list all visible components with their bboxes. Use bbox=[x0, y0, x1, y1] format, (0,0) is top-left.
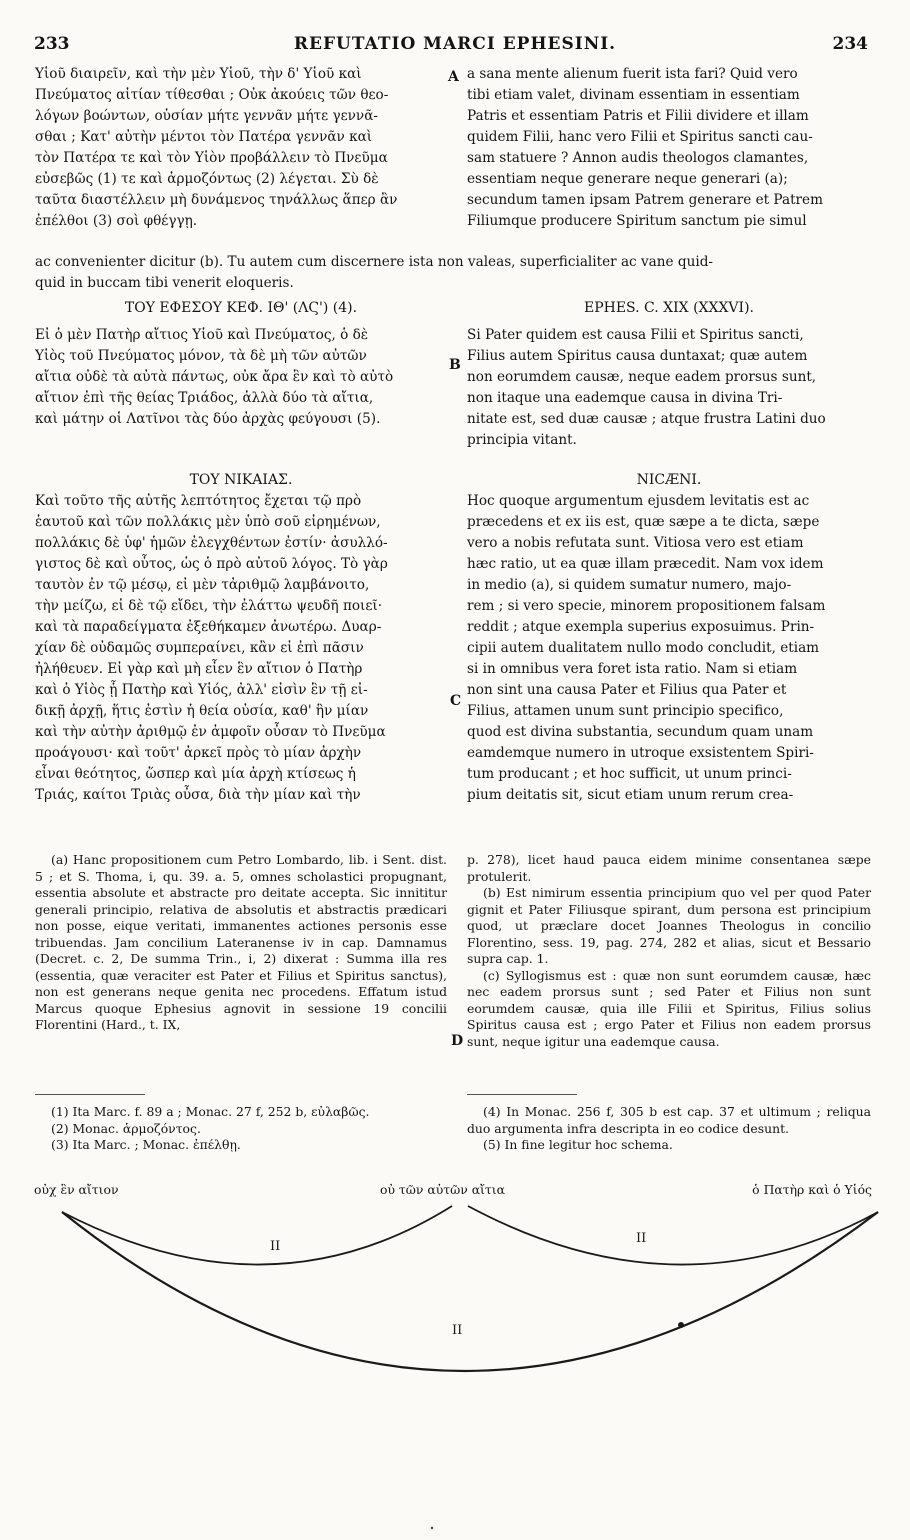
greek-line: Υἱοῦ διαιρεῖν, καὶ τὴν μὲν Υἱοῦ, τὴν δ' Υἱοῦ καὶ bbox=[35, 66, 362, 82]
syllogism-scheme-diagram bbox=[0, 1200, 910, 1540]
greek-line: ἑαυτοῦ καὶ τῶν πολλάκις μὲν ὑπὸ σοῦ εἰρημένων, bbox=[35, 514, 381, 530]
latin-line: tibi etiam valet, divinam essentiam in essentiam bbox=[467, 87, 800, 103]
greek-line: καὶ τὰ παραδείγματα ἐξεθήκαμεν ἀνωτέρω. Δυαρ- bbox=[35, 619, 382, 635]
ephesus-latin bbox=[467, 298, 871, 451]
footnote-rule-right bbox=[467, 1094, 577, 1095]
greek-line: γιστος δὲ καὶ οὗτος, ὡς ὁ πρὸ αὐτοῦ λόγος. Τὸ γὰρ bbox=[35, 556, 388, 572]
scheme-outer-arc bbox=[62, 1212, 878, 1371]
notes-left bbox=[35, 852, 447, 1034]
latin-line: Patris et essentiam Patris et Filii dividere et illam bbox=[467, 108, 809, 124]
nicaea-latin bbox=[467, 470, 871, 806]
scheme-dot bbox=[678, 1322, 684, 1328]
scheme-dot-small bbox=[431, 1527, 433, 1529]
greek-line: τὴν μείζω, εἰ δὲ τῷ εἴδει, τὴν ἐλάττω ψευδῆ ποιεῖ· bbox=[35, 598, 383, 614]
margin-mark-b: B bbox=[449, 357, 461, 373]
footnote-rule-left bbox=[35, 1094, 145, 1095]
note-a: (a) Hanc propositionem cum Petro Lombardo, lib. i Sent. dist. 5 ; et S. Thoma, i, qu. 39. a. 5, omnes scholastici propugnant, essentia absolute et abstracte pro deitate accepta. Sic innititur generali principio, relativa de absolutis et abstractis prædicari non posse, eique veritati, immanentes actiones personis esse tribuendas. Jam concilium Lateranense iv in cap. Damnamus (Decret. c. 2, De summa Trin., i, 2) dixerat : Summa illa res (essentia, quæ veraciter est Pater et Filius et Spiritus sanctus), non est generans neque genita nec procedens. Effatum istud Marcus quoque Ephesius agnovit in sessione 19 concilii Florentini (Hard., t. IX, bbox=[35, 852, 447, 1032]
margin-mark-c: C bbox=[450, 693, 462, 709]
nicaea-greek bbox=[35, 470, 447, 806]
greek-line: προάγουσι· καὶ τοῦτ' ἀρκεῖ πρὸς τὸ μίαν ἀρχὴν bbox=[35, 745, 362, 761]
greek-line: χίαν δὲ οὐδαμῶς συμπεραίνει, κἂν εἰ ἐπὶ πᾶσιν bbox=[35, 640, 364, 656]
scheme-label-center: οὐ τῶν αὐτῶν αἴτια bbox=[380, 1182, 505, 1197]
note-c: (c) Syllogismus est : quæ non sunt eorumdem causæ, hæc nec eadem prorsus sunt ; sed Pater et Filius non sunt eorumdem causæ, quia ille Filii et Spiritus, Filius solius Spiritus causa est ; ergo Pater et Filius non eadem prorsus sunt, neque igitur una eademque causa. bbox=[467, 967, 871, 1049]
variants-left bbox=[35, 1104, 447, 1154]
latin-line: non sint una causa Pater et Filius qua Pater et bbox=[467, 682, 787, 698]
ephesus-greek bbox=[35, 298, 447, 430]
scheme-mark-left: II bbox=[270, 1239, 281, 1254]
variants-right bbox=[467, 1104, 871, 1154]
note-b: (b) Est nimirum essentia principium quo vel per quod Pater gignit et Pater Filiusque spirant, dum persona est principium quod, ut præclare docet Joannes Theologus in concilio Florentino, sess. 19, pag. 274, 282 et alias, sicut et Bessario supra cap. 1. bbox=[467, 885, 871, 966]
variant-note: (2) Monac. ἁρμοζόντος. bbox=[51, 1120, 201, 1136]
latin-line: quidem Filii, hanc vero Filii et Spiritus sancti cau- bbox=[467, 129, 813, 145]
section-title-greek: ΤΟΥ ΝΙΚΑΙΑΣ. bbox=[189, 472, 293, 488]
greek-line: σθαι ; Κατ' αὐτὴν μέντοι τὸν Πατέρα γεννᾶν καὶ bbox=[35, 129, 373, 145]
variant-note: (3) Ita Marc. ; Monac. ἐπέλθῃ. bbox=[51, 1137, 241, 1152]
greek-line: Εἰ ὁ μὲν Πατὴρ αἴτιος Υἱοῦ καὶ Πνεύματος, ὁ δὲ bbox=[35, 327, 369, 343]
latin-line: Filius autem Spiritus causa duntaxat; quæ autem bbox=[467, 348, 808, 364]
greek-line: εὐσεβῶς (1) τε καὶ ἁρμοζόντως (2) λέγεται. Σὺ δὲ bbox=[35, 171, 379, 187]
page-number-left: 233 bbox=[34, 34, 70, 54]
latin-line: in medio (a), si quidem sumatur numero, majo- bbox=[467, 577, 792, 593]
greek-line: καὶ ὁ Υἱὸς ᾗ Πατὴρ καὶ Υἱός, ἀλλ' εἰσὶν ἓν τῇ εἰ- bbox=[35, 682, 368, 698]
latin-line: præcedens et ex iis est, quæ sæpe a te dicta, sæpe bbox=[467, 514, 820, 530]
greek-line: Υἱὸς τοῦ Πνεύματος μόνον, τὰ δὲ μὴ τῶν αὐτῶν bbox=[35, 348, 367, 364]
scheme-label-right: ὁ Πατὴρ καὶ ὁ Υἱός bbox=[752, 1182, 872, 1197]
latin-line: pium deitatis sit, sicut etiam unum rerum crea- bbox=[467, 787, 794, 803]
section-title-latin: EPHES. C. XIX (XXXVI). bbox=[583, 300, 754, 316]
latin-line: nitate est, sed duæ causæ ; atque frustra Latini duo bbox=[467, 411, 826, 427]
latin-line: Filius, attamen unum sunt principio specifico, bbox=[467, 703, 784, 719]
section-title-greek: ΤΟΥ ΕΦΕΣΟΥ ΚΕΦ. ΙΘ' (ΛϚ') (4). bbox=[124, 300, 358, 316]
greek-line: αἴτια οὐδὲ τὰ αὐτὰ πάντως, οὐκ ἄρα ἓν καὶ τὸ αὐτὸ bbox=[35, 369, 394, 385]
greek-line: λόγων βοώντων, οὐσίαν μήτε γεννᾶν μήτε γεννᾶ- bbox=[35, 108, 378, 124]
greek-line: αἴτιον ἐπὶ τῆς θείας Τριάδος, ἀλλὰ δύο τὰ αἴτια, bbox=[35, 390, 374, 406]
greek-line: δικῇ ἀρχῇ, ἥτις ἐστὶν ἡ θεία οὐσία, καθ' ἣν μίαν bbox=[35, 703, 369, 719]
latin-line: Hoc quoque argumentum ejusdem levitatis est ac bbox=[467, 493, 810, 509]
latin-line: a sana mente alienum fuerit ista fari? Quid vero bbox=[467, 66, 798, 82]
latin-line: eamdemque numero in utroque exsistentem Spiri- bbox=[467, 745, 814, 761]
running-title: REFUTATIO MARCI EPHESINI. bbox=[293, 34, 617, 54]
opening-latin bbox=[467, 64, 871, 232]
greek-line: Καὶ τοῦτο τῆς αὐτῆς λεπτότητος ἔχεται τῷ πρὸ bbox=[35, 493, 362, 509]
greek-line: καὶ τὴν αὐτὴν ἀριθμῷ ἐν ἀμφοῖν οὖσαν τὸ Πνεῦμα bbox=[35, 724, 386, 740]
section-title-latin: NICÆNI. bbox=[636, 472, 702, 488]
greek-line: ταυτὸν ἐν τῷ μέσῳ, εἰ μὲν τἀριθμῷ λαμβάνοιτο, bbox=[35, 577, 370, 593]
latin-line: Filiumque producere Spiritum sanctum pie simul bbox=[467, 213, 807, 229]
full-width-line: quid in buccam tibi venerit eloqueris. bbox=[35, 275, 294, 291]
variant-note: (5) In fine legitur hoc schema. bbox=[483, 1137, 673, 1152]
latin-line: sam statuere ? Annon audis theologos clamantes, bbox=[467, 150, 809, 166]
greek-line: πολλάκις δὲ ὑφ' ἡμῶν ἐλεγχθέντων ἐστίν· ἀσυλλό- bbox=[35, 535, 388, 551]
scheme-mark-right: II bbox=[636, 1231, 647, 1246]
margin-mark-a: A bbox=[448, 69, 459, 85]
latin-line: rem ; si vero specie, minorem propositionem falsam bbox=[467, 598, 826, 614]
latin-line: Si Pater quidem est causa Filii et Spiritus sancti, bbox=[467, 327, 804, 343]
latin-line: non eorumdem causæ, neque eadem prorsus sunt, bbox=[467, 369, 817, 385]
latin-line: reddit ; atque exempla superius exposuimus. Prin- bbox=[467, 619, 815, 635]
full-width-line: ac convenienter dicitur (b). Tu autem cum discernere ista non valeas, superficialiter ac vane quid- bbox=[35, 254, 713, 270]
variant-note: (4) In Monac. 256 f, 305 b est cap. 37 et ultimum ; reliqua duo argumenta infra descripta in eo codice desunt. bbox=[467, 1104, 871, 1136]
latin-line: si in omnibus vera foret ista ratio. Nam si etiam bbox=[467, 661, 798, 677]
greek-line: τὸν Πατέρα τε καὶ τὸν Υἱὸν προβάλλειν τὸ Πνεῦμα bbox=[35, 150, 388, 166]
latin-line: secundum tamen ipsam Patrem generare et Patrem bbox=[467, 192, 823, 208]
page-number-right: 234 bbox=[832, 34, 868, 54]
latin-line: essentiam neque generare neque generari (a); bbox=[467, 171, 788, 187]
margin-mark-d: D bbox=[451, 1033, 464, 1049]
latin-line: hæc ratio, ut ea quæ illam præcedit. Nam vox idem bbox=[467, 556, 824, 572]
latin-line: tum producant ; et hoc sufficit, ut unum princi- bbox=[467, 766, 792, 782]
greek-line: ἠλήθευεν. Εἰ γὰρ καὶ μὴ εἶεν ἓν αἴτιον ὁ Πατὴρ bbox=[35, 661, 363, 677]
notes-right bbox=[467, 852, 871, 1050]
greek-line: Πνεύματος αἰτίαν τίθεσθαι ; Οὐκ ἀκούεις τῶν θεο- bbox=[35, 87, 389, 103]
latin-line: vero a nobis refutata sunt. Vitiosa vero est etiam bbox=[467, 535, 804, 551]
note-a-continued: p. 278), licet haud pauca eidem minime consentanea sæpe protulerit. bbox=[467, 852, 871, 884]
scheme-mark-center: II bbox=[452, 1323, 463, 1338]
greek-line: εἶναι θεότητος, ὥσπερ καὶ μία ἀρχὴ κτίσεως ἡ bbox=[35, 766, 356, 782]
latin-line: cipii autem dualitatem nullo modo concludit, etiam bbox=[467, 640, 820, 656]
greek-line: ταῦτα διαστέλλειν μὴ δυνάμενος τηνάλλως ἅπερ ἂν bbox=[35, 192, 398, 208]
latin-line: non itaque una eademque causa in divina Tri- bbox=[467, 390, 783, 406]
greek-line: ἐπέλθοι (3) σοὶ φθέγγῃ. bbox=[35, 213, 198, 229]
latin-line: quod est divina substantia, secundum quam unam bbox=[467, 724, 814, 740]
greek-line: καὶ μάτην οἱ Λατῖνοι τὰς δύο ἀρχὰς φεύγουσι (5). bbox=[35, 411, 381, 427]
greek-line: Τριάς, καίτοι Τριὰς οὖσα, διὰ τὴν μίαν καὶ τὴν bbox=[35, 787, 361, 803]
variant-note: (1) Ita Marc. f. 89 a ; Monac. 27 f, 252 b, εὐλαβῶς. bbox=[51, 1104, 370, 1119]
opening-greek bbox=[35, 64, 447, 232]
scheme-label-left: οὐχ ἓν αἴτιον bbox=[34, 1182, 119, 1197]
latin-line: principia vitant. bbox=[467, 432, 577, 448]
